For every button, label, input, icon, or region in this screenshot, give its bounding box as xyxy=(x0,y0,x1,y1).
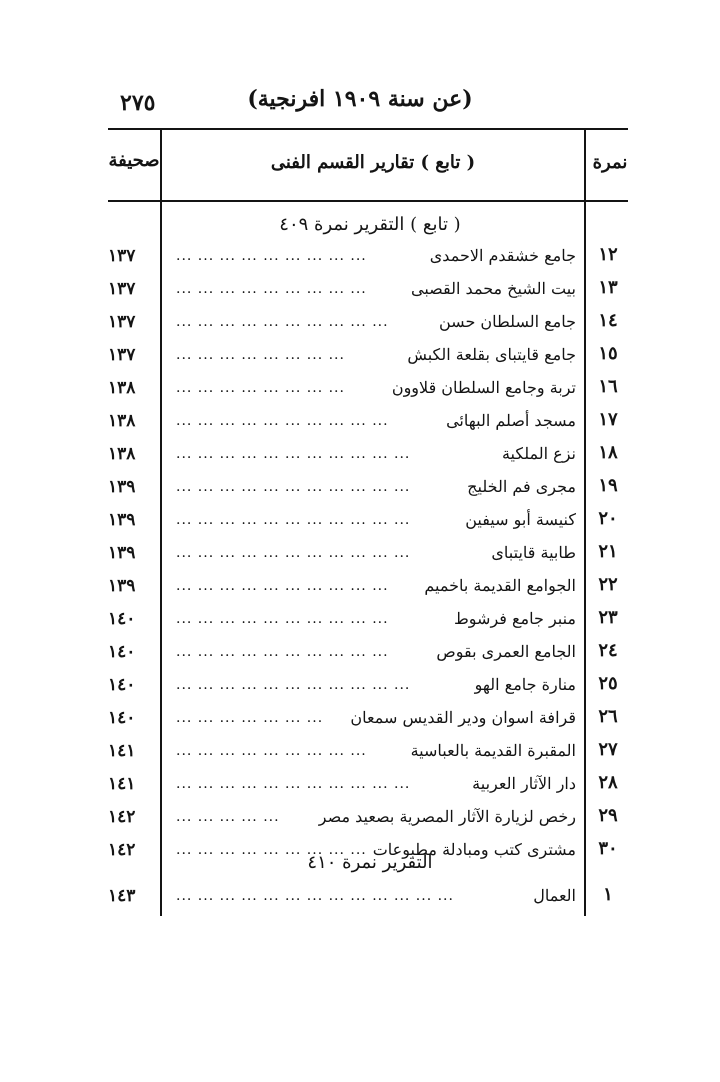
leader-dots: ... ... ... ... ... ... ... xyxy=(176,710,324,726)
list-item xyxy=(108,471,628,503)
page-number: ٢٧٥ xyxy=(120,90,156,116)
leader-dots: ... ... ... ... ... ... ... ... ... ... ... xyxy=(176,446,411,462)
entry-number: ٣٠ xyxy=(598,838,618,859)
list-item xyxy=(108,504,628,536)
leader-dots: ... ... ... ... ... ... ... ... ... xyxy=(176,248,367,264)
entry-page: ١٤١ xyxy=(108,774,136,794)
entry-title: جامع خشقدم الاحمدى xyxy=(429,246,576,265)
leader-dots: ... ... ... ... ... ... ... ... ... ... xyxy=(176,413,389,429)
entry-page: ١٣٩ xyxy=(108,576,136,596)
entry-number: ١٤ xyxy=(598,310,618,331)
entry-number: ١ xyxy=(603,884,613,905)
list-item xyxy=(108,603,628,635)
entry-page: ١٣٧ xyxy=(108,246,136,266)
list-item xyxy=(108,801,628,833)
entry-number: ١٢ xyxy=(598,244,618,265)
entry-title: دار الآثار العربية xyxy=(472,774,576,793)
entry-number: ٢٤ xyxy=(598,640,618,661)
entry-page: ١٣٨ xyxy=(108,411,136,431)
list-item xyxy=(108,438,628,470)
entry-title: بيت الشيخ محمد القصبى xyxy=(411,279,576,298)
title-column-header: ( تابع ) تقارير القسم الفنى xyxy=(270,152,476,173)
leader-dots: ... ... ... ... ... ... ... ... ... ... ... xyxy=(176,776,411,792)
entry-title: طابية قايتباى xyxy=(491,543,576,562)
entry-page: ١٣٧ xyxy=(108,279,136,299)
leader-dots: ... ... ... ... ... xyxy=(176,809,280,825)
leader-dots: ... ... ... ... ... ... ... ... ... ... ... xyxy=(176,479,411,495)
top-rule xyxy=(108,128,628,130)
list-item xyxy=(108,240,628,272)
entry-page: ١٤٠ xyxy=(108,708,136,728)
entry-page: ١٣٩ xyxy=(108,543,136,563)
page-column-header: صحيفة xyxy=(108,150,160,171)
entry-title: جامع قايتباى بقلعة الكبش xyxy=(407,345,576,364)
entry-title: جامع السلطان حسن xyxy=(438,312,576,331)
entry-page: ١٤١ xyxy=(108,741,136,761)
leader-dots: ... ... ... ... ... ... ... ... ... xyxy=(176,743,367,759)
leader-dots: ... ... ... ... ... ... ... ... xyxy=(176,347,345,363)
leader-dots: ... ... ... ... ... ... ... ... ... ... ... ... ... xyxy=(176,888,454,904)
entry-title: رخص لزيارة الآثار المصرية بصعيد مصر xyxy=(318,807,576,826)
entry-number: ٢١ xyxy=(598,541,618,562)
leader-dots: ... ... ... ... ... ... ... ... ... ... xyxy=(176,314,389,330)
leader-dots: ... ... ... ... ... ... ... ... ... ... ... xyxy=(176,545,411,561)
leader-dots: ... ... ... ... ... ... ... ... ... ... xyxy=(176,611,389,627)
entry-page: ١٣٧ xyxy=(108,345,136,365)
entry-title: منارة جامع الهو xyxy=(474,675,576,694)
entry-number: ٢٣ xyxy=(598,607,618,628)
entry-title: مسجد أصلم البهائى xyxy=(446,411,576,430)
number-column-header: نمرة xyxy=(592,152,628,173)
entry-title: نزع الملكية xyxy=(501,444,576,463)
entry-number: ٢٩ xyxy=(598,805,618,826)
leader-dots: ... ... ... ... ... ... ... ... ... xyxy=(176,842,367,858)
entry-title: المقبرة القديمة بالعباسية xyxy=(410,741,576,760)
entry-title: تربة وجامع السلطان قلاوون xyxy=(391,378,576,397)
list-item xyxy=(108,735,628,767)
section-title: ( تابع ) التقرير نمرة ٤٠٩ xyxy=(279,214,461,235)
entry-number: ١٦ xyxy=(598,376,618,397)
list-item xyxy=(108,702,628,734)
leader-dots: ... ... ... ... ... ... ... ... ... ... xyxy=(176,644,389,660)
entry-page: ١٤٢ xyxy=(108,840,136,860)
entry-page: ١٣٧ xyxy=(108,312,136,332)
entry-number: ١٩ xyxy=(598,475,618,496)
list-item xyxy=(108,570,628,602)
entry-number: ١٣ xyxy=(598,277,618,298)
entry-title: الجامع العمرى بقوص xyxy=(436,642,576,661)
entry-number: ١٨ xyxy=(598,442,618,463)
entry-page: ١٣٨ xyxy=(108,444,136,464)
entry-page: ١٣٩ xyxy=(108,510,136,530)
list-item xyxy=(108,537,628,569)
entry-page: ١٤٣ xyxy=(108,886,136,906)
running-title: (عن سنة ١٩٠٩ افرنجية) xyxy=(247,86,473,112)
entry-number: ٢٢ xyxy=(598,574,618,595)
entry-number: ١٧ xyxy=(598,409,618,430)
entry-number: ٢٨ xyxy=(598,772,618,793)
list-item xyxy=(108,880,628,912)
list-item xyxy=(108,405,628,437)
list-item xyxy=(108,768,628,800)
list-item xyxy=(108,306,628,338)
entry-title: مجرى فم الخليج xyxy=(467,477,576,496)
entry-title: منبر جامع فرشوط xyxy=(453,609,576,628)
list-item xyxy=(108,636,628,668)
entry-page: ١٤٠ xyxy=(108,675,136,695)
entry-number: ٢٦ xyxy=(598,706,618,727)
list-item xyxy=(108,372,628,404)
list-item xyxy=(108,273,628,305)
section-title: التقرير نمرة ٤١٠ xyxy=(307,852,433,873)
leader-dots: ... ... ... ... ... ... ... ... ... ... xyxy=(176,578,389,594)
entry-title: قرافة اسوان ودير القديس سمعان xyxy=(350,708,576,727)
entry-number: ٢٠ xyxy=(598,508,618,529)
leader-dots: ... ... ... ... ... ... ... ... ... ... ... xyxy=(176,677,411,693)
entry-title: كنيسة أبو سيفين xyxy=(465,510,576,529)
entry-number: ٢٥ xyxy=(598,673,618,694)
leader-dots: ... ... ... ... ... ... ... ... ... ... ... xyxy=(176,512,411,528)
list-item xyxy=(108,669,628,701)
leader-dots: ... ... ... ... ... ... ... ... xyxy=(176,380,345,396)
entry-page: ١٤٢ xyxy=(108,807,136,827)
header-rule xyxy=(108,200,628,202)
entry-title: الجوامع القديمة باخميم xyxy=(424,576,576,595)
leader-dots: ... ... ... ... ... ... ... ... ... xyxy=(176,281,367,297)
list-item xyxy=(108,339,628,371)
entry-number: ٢٧ xyxy=(598,739,618,760)
entry-page: ١٤٠ xyxy=(108,609,136,629)
entry-page: ١٣٩ xyxy=(108,477,136,497)
entry-number: ١٥ xyxy=(598,343,618,364)
entry-page: ١٣٨ xyxy=(108,378,136,398)
entry-title: العمال xyxy=(533,886,576,905)
entry-title: مشترى كتب ومبادلة مطبوعات xyxy=(372,840,576,859)
entry-page: ١٤٠ xyxy=(108,642,136,662)
